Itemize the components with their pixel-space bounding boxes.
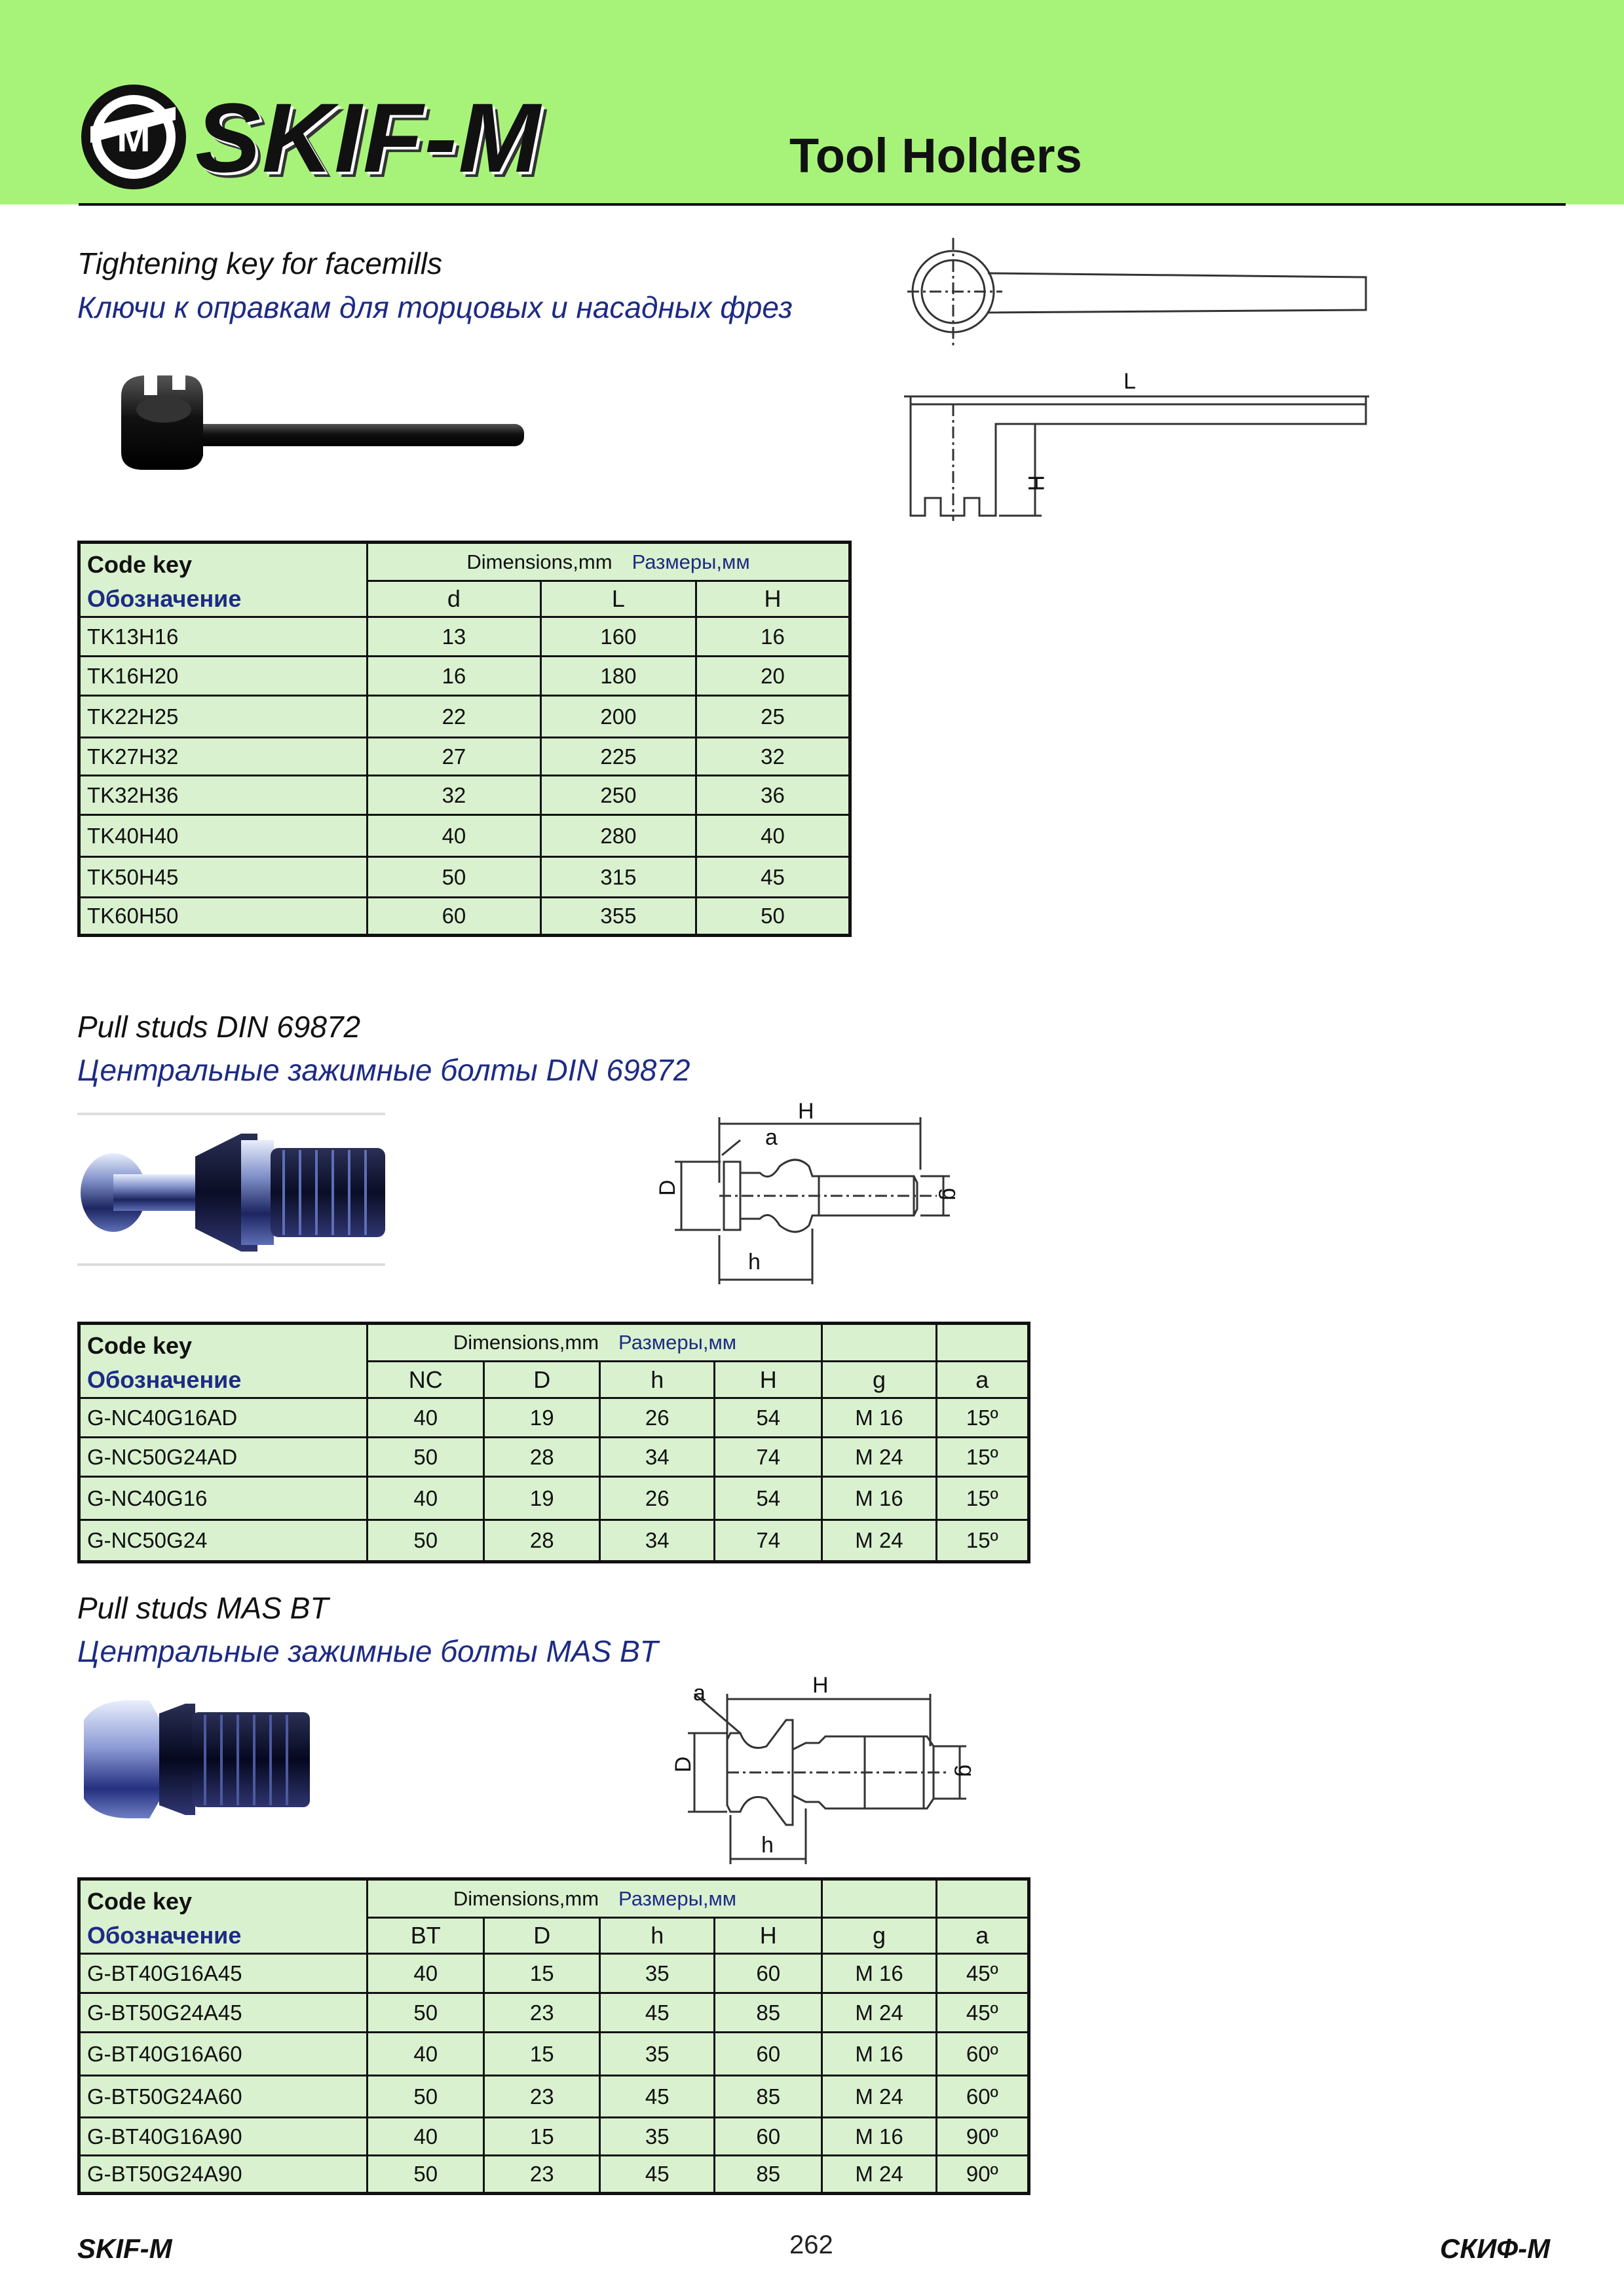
table-row: G-NC50G24AD 50 28 34 74 M 24 15º: [79, 1438, 1029, 1477]
dim-label-a: a: [765, 1125, 778, 1150]
column-header: a: [936, 1362, 1029, 1398]
column-header: D: [484, 1362, 600, 1398]
skif-logo-icon: [77, 81, 190, 193]
column-header: h: [600, 1362, 714, 1398]
din-pull-stud-table: [77, 1322, 1030, 1563]
table-row: TK60H50 60 355 50: [79, 898, 850, 936]
table-row: G-BT40G16A60 40 15 35 60 M 16 60º: [79, 2033, 1029, 2076]
dimensions-header: Dimensions,mm Размеры,мм: [368, 1879, 822, 1918]
table-row: G-BT50G24A60 50 23 45 85 M 24 60º: [79, 2076, 1029, 2118]
bt-pull-stud-drawing: [671, 1668, 989, 1864]
column-header: H: [714, 1918, 822, 1954]
column-header: g: [822, 1918, 936, 1954]
table-row: TK13H16 13 160 16: [79, 617, 850, 657]
tightening-key-table: [77, 541, 852, 937]
dim-label-g: g: [938, 1188, 963, 1200]
dim-label-D: D: [655, 1179, 680, 1196]
table-row: TK50H45 50 315 45: [79, 857, 850, 898]
column-header: H: [714, 1362, 822, 1398]
dim-label-H: H: [798, 1099, 814, 1124]
table-row: TK32H36 32 250 36: [79, 776, 850, 815]
empty-header-cell: [936, 1879, 1029, 1918]
dim-label-D: D: [671, 1756, 696, 1772]
dim-label-h: h: [748, 1250, 761, 1274]
svg-text:M: M: [117, 115, 151, 161]
section-1-title-ru: Ключи к оправкам для торцовых и насадных фрез: [77, 290, 793, 324]
page-title: Tool Holders: [789, 128, 1082, 183]
code-key-header: Code key Обозначение: [79, 1324, 368, 1398]
code-key-header: Code key Обозначение: [79, 1879, 368, 1954]
column-header: d: [368, 581, 541, 617]
page-number: 262: [789, 2230, 833, 2259]
brand-name: SKIF-M: [195, 83, 542, 193]
column-header: D: [484, 1918, 600, 1954]
table-row: G-BT50G24A90 50 23 45 85 M 24 90º: [79, 2156, 1029, 2194]
table-row: TK27H32 27 225 32: [79, 738, 850, 776]
section-2-title-ru: Центральные зажимные болты DIN 69872: [77, 1053, 690, 1087]
header-divider: [79, 203, 1566, 206]
table-row: G-BT40G16A90 40 15 35 60 M 16 90º: [79, 2118, 1029, 2156]
column-header: H: [696, 581, 850, 617]
tightening-key-drawing: [904, 233, 1376, 521]
column-header: BT: [368, 1918, 484, 1954]
table-row: G-NC40G16AD 40 19 26 54 M 16 15º: [79, 1398, 1029, 1438]
section-2-title-en: Pull studs DIN 69872: [77, 1010, 361, 1044]
column-header: g: [822, 1362, 936, 1398]
column-header: L: [540, 581, 696, 617]
column-header: NC: [368, 1362, 484, 1398]
footer-brand-en: SKIF-M: [77, 2233, 172, 2264]
tightening-key-photo: [115, 370, 534, 472]
column-header: h: [600, 1918, 714, 1954]
table-row: TK22H25 22 200 25: [79, 696, 850, 738]
column-header: a: [936, 1918, 1029, 1954]
section-3-title-ru: Центральные зажимные болты MAS BT: [77, 1634, 658, 1668]
section-3-title-en: Pull studs MAS BT: [77, 1591, 329, 1625]
empty-header-cell: [822, 1879, 936, 1918]
code-key-header: Code key Обозначение: [79, 543, 368, 617]
footer-brand-ru: СКИФ-М: [1440, 2233, 1551, 2264]
dim-label-h: h: [761, 1833, 774, 1858]
dim-label-H: H: [812, 1673, 829, 1698]
table-row: G-BT50G24A45 50 23 45 85 M 24 45º: [79, 1993, 1029, 2033]
empty-header-cell: [822, 1324, 936, 1362]
table-row: TK16H20 16 180 20: [79, 657, 850, 696]
dim-label-g: g: [954, 1765, 979, 1777]
din-pull-stud-drawing: [649, 1099, 963, 1288]
dimensions-header: Dimensions,mm Размеры,мм: [368, 543, 850, 581]
bt-pull-stud-table: [77, 1877, 1030, 2195]
section-1-title-en: Tightening key for facemills: [77, 246, 442, 280]
table-row: G-NC50G24 50 28 34 74 M 24 15º: [79, 1520, 1029, 1562]
table-row: G-BT40G16A45 40 15 35 60 M 16 45º: [79, 1954, 1029, 1993]
bt-pull-stud-photo: [77, 1694, 313, 1825]
dim-label-a: a: [693, 1681, 706, 1706]
table-row: TK40H40 40 280 40: [79, 815, 850, 857]
dim-label-L: L: [1124, 369, 1136, 394]
empty-header-cell: [936, 1324, 1029, 1362]
table-row: G-NC40G16 40 19 26 54 M 16 15º: [79, 1477, 1029, 1520]
dimensions-header: Dimensions,mm Размеры,мм: [368, 1324, 822, 1362]
dim-label-H: H: [1023, 475, 1048, 491]
brand-logo: [77, 75, 549, 200]
din-pull-stud-photo: [77, 1107, 392, 1271]
